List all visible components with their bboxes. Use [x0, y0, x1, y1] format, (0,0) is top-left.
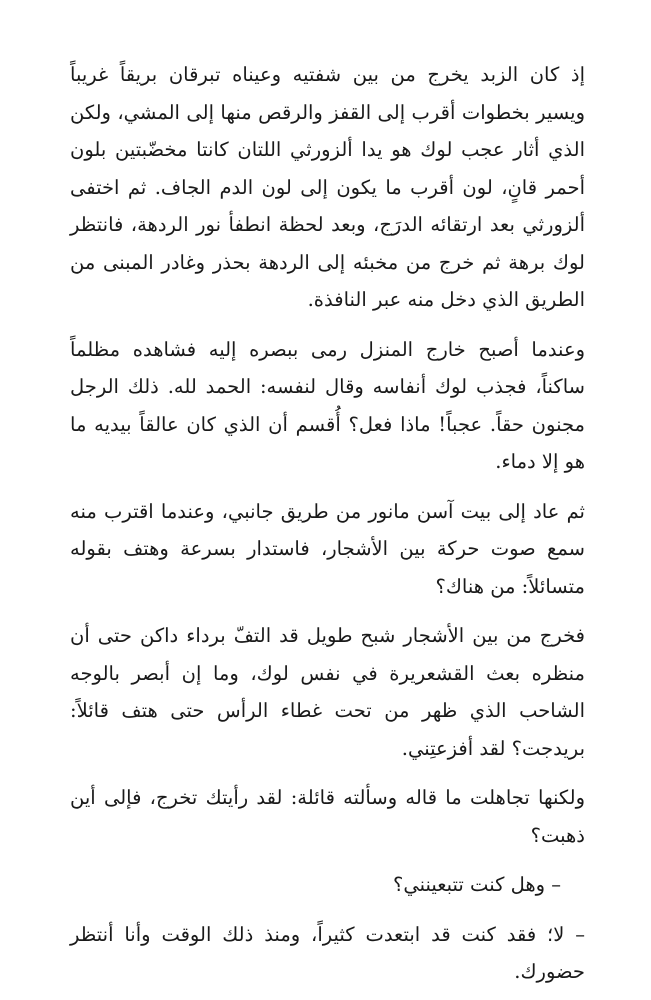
book-page — [70, 56, 585, 986]
dialogue-line-1: – وهل كنت تتبعينني؟ — [393, 873, 561, 896]
paragraph-1: إذ كان الزبد يخرج من بين شفتيه وعيناه تبرقان بريقاً غريباً ويسير بخطوات أقرب إلى القفز والرقص منها إلى المشي، ولكن الذي أثار عجب لوك هو يدا ألزورثي اللتان كانتا مخضّبتين بلون أحمر قانٍ، لون أقرب ما يكون إلى لون الدم الجاف. ثم اختفى ألزورثي بعد ارتقائه الدرَج، وبعد لحظة انطفأ نور الردهة، فانتظر لوك برهة ثم خرج من مخبئه إلى الردهة بحذر وغادر المبنى من الطريق الذي دخل منه عبر النافذة. — [70, 63, 585, 311]
dialogue-line-2: – لا؛ فقد كنت قد ابتعدت كثيراً، ومنذ ذلك الوقت وأنا أنتظر حضورك. — [70, 922, 585, 983]
paragraph-3: ثم عاد إلى بيت آسن مانور من طريق جانبي، وعندما اقترب منه سمع صوت حركة بين الأشجار، فاستدار بسرعة وهتف بقوله متسائلاً: من هناك؟ — [70, 499, 585, 598]
paragraph-4: فخرج من بين الأشجار شبح طويل قد التفّ برداء داكن حتى أن منظره بعث القشعريرة في نفس لوك، وما إن أبصر بالوجه الشاحب الذي ظهر من تحت غطاء الرأس حتى هتف قائلاً: بريدجت؟ لقد أفزعتِني. — [70, 624, 585, 760]
paragraph-5: ولكنها تجاهلت ما قاله وسألته قائلة: لقد رأيتك تخرج، فإلى أين ذهبت؟ — [70, 786, 585, 847]
paragraph-2: وعندما أصبح خارج المنزل رمى ببصره إليه فشاهده مظلماً ساكناً، فجذب لوك أنفاسه وقال لنفسه: الحمد لله. ذلك الرجل مجنون حقاً. عجباً! ماذا فعل؟ أُقسم أن الذي كان عالقاً بيديه ما هو إلا دماء. — [70, 337, 585, 473]
